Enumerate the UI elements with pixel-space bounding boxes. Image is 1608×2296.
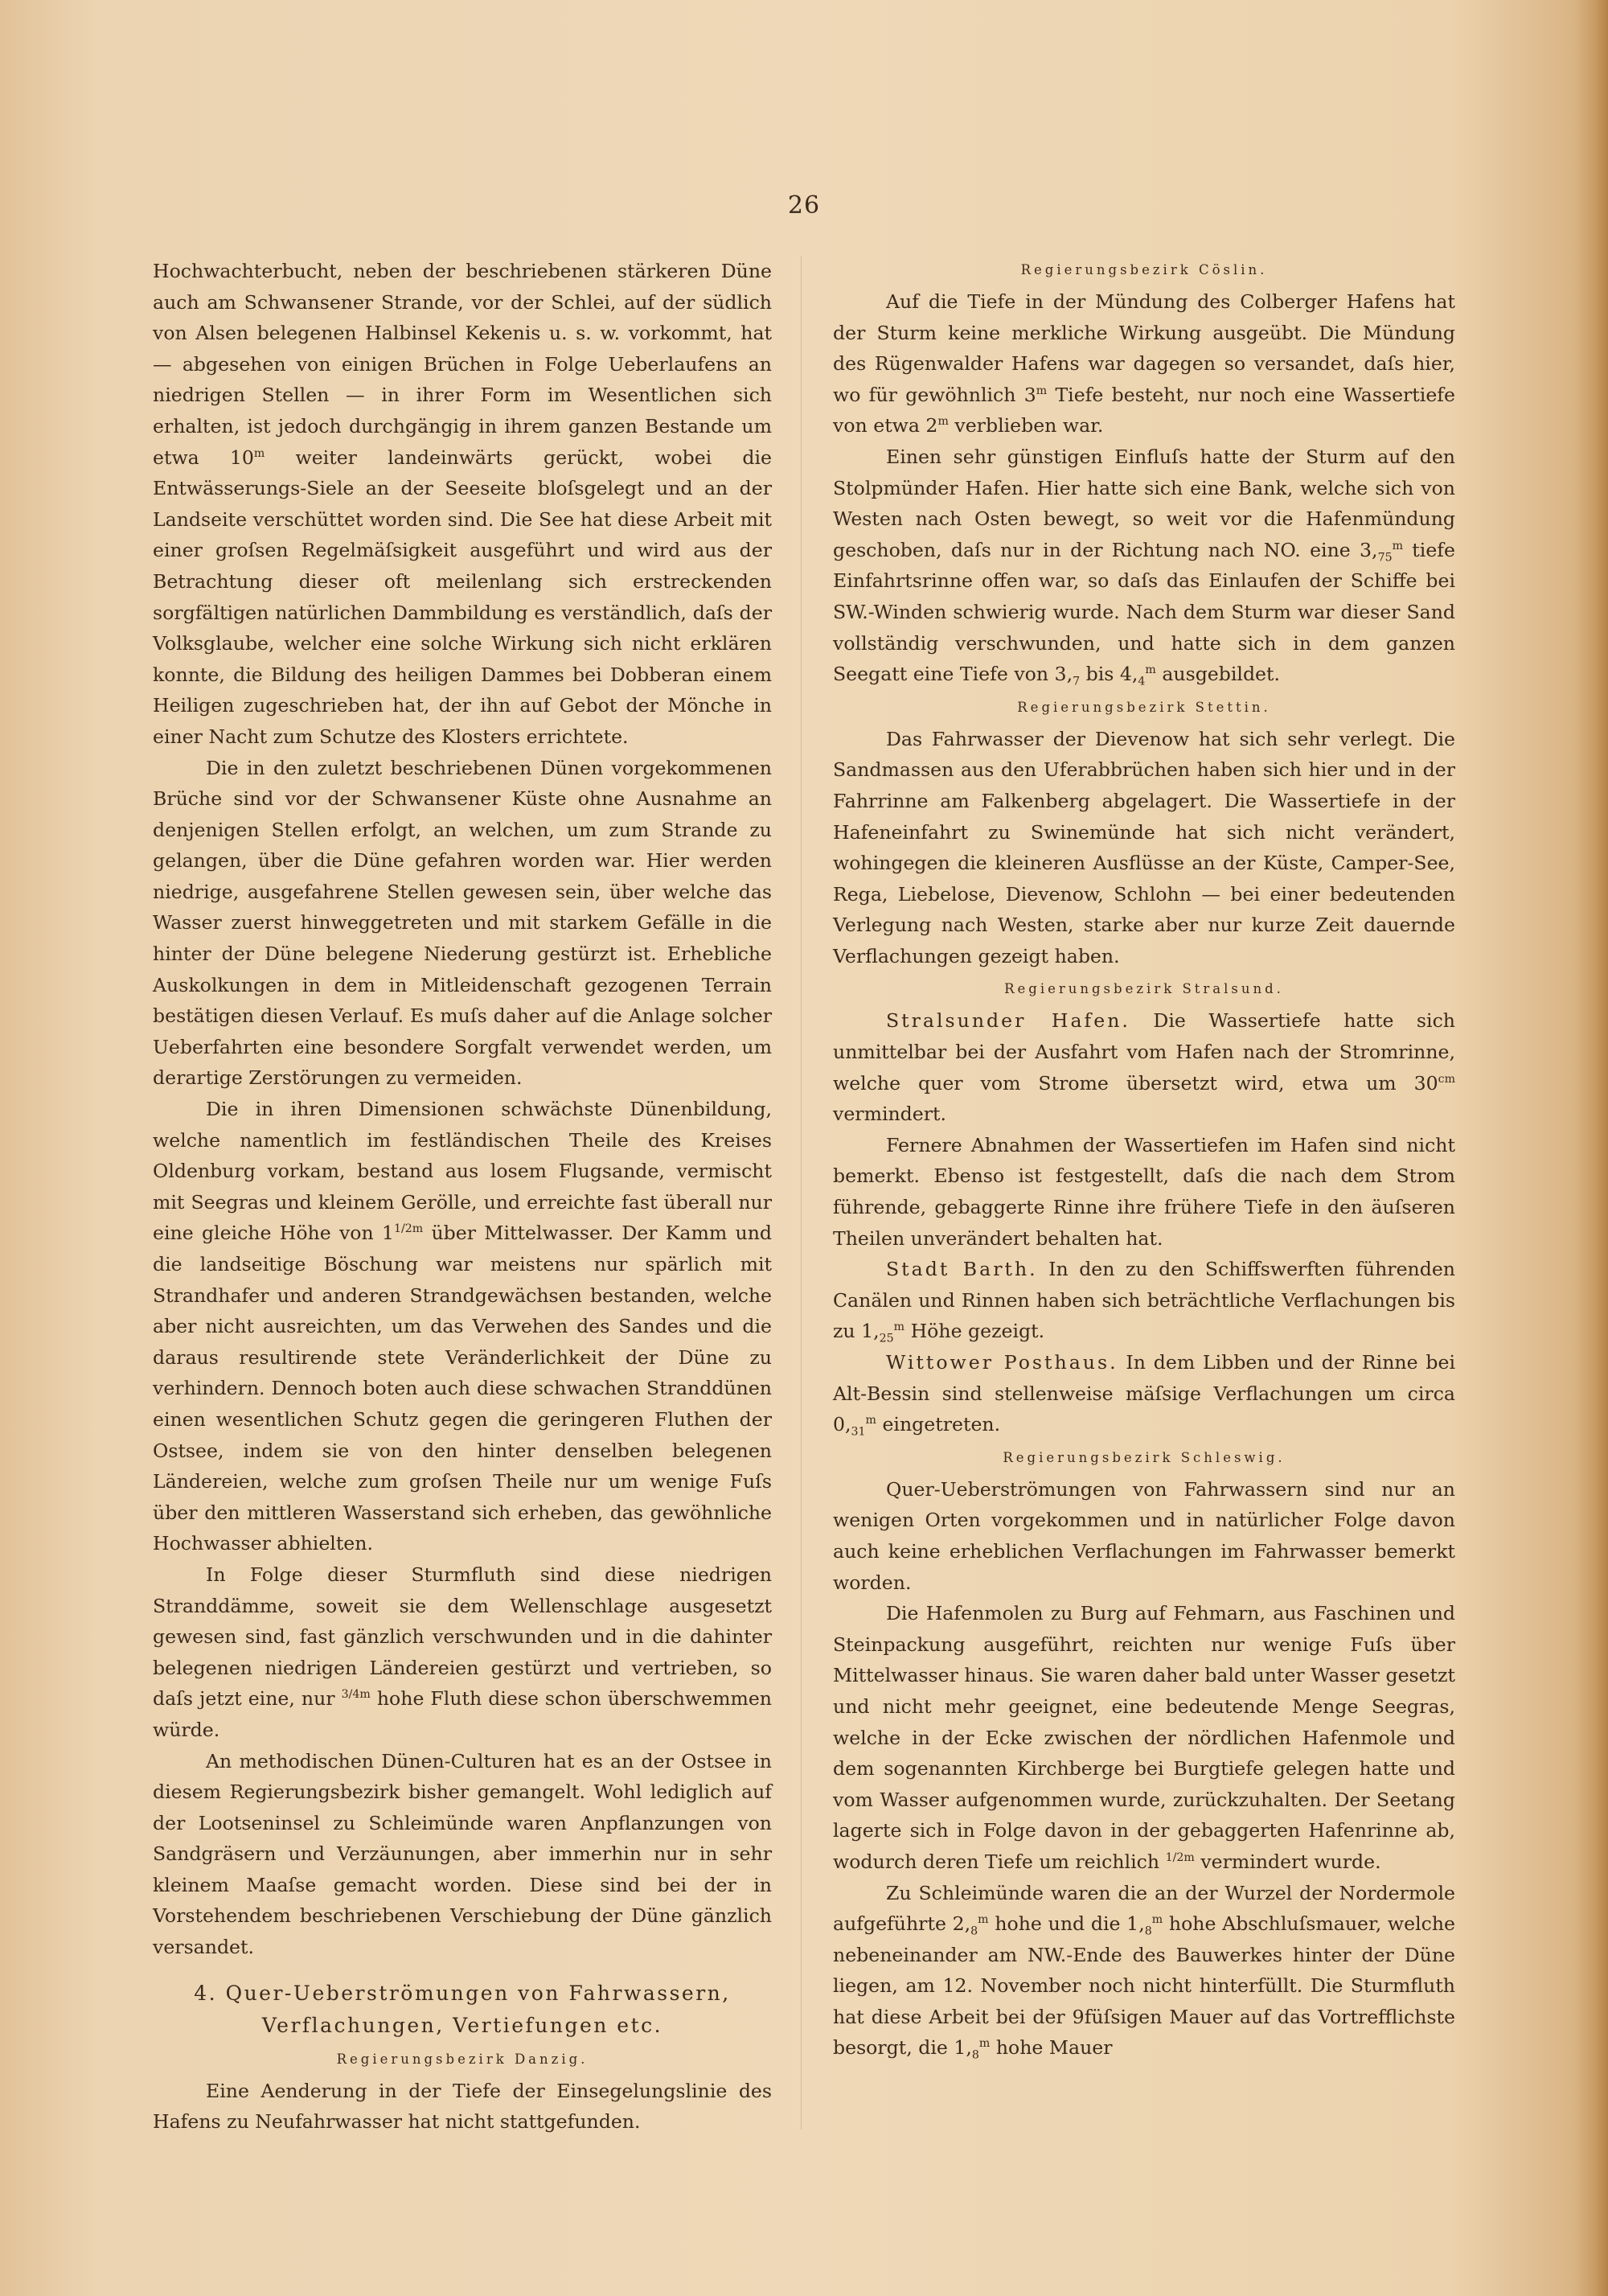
paragraph: Die Hafenmolen zu Burg auf Fehmarn, aus Faschinen und Steinpackung ausgeführt, reichten nur wenige Fuſs über Mittelwasser hinaus. Sie waren daher bald unter Wasser gesetzt und nicht mehr geeignet, eine bedeutende Menge Seegras, welche in der Ecke zwischen der nördlichen Hafenmole und dem sogenannten Kirchberge bei Burgtiefe gelegen hatte und vom Wasser aufgenommen wurde, zurückzuhalten. Der Seetang lagerte sich in Folge davon in der gebaggerten Hafenrinne ab, wodurch deren Tiefe um reichlich $^{1/2m}$ vermindert wurde. [833,1602,1455,1873]
paragraph: Die in ihren Dimensionen schwächste Dünenbildung, welche namentlich im festländischen Theile des Kreises Oldenburg vorkam, bestand aus losem Flugsande, vermischt mit Seegras und kleinem Gerölle, und erreichte fast überall nur eine gleiche Höhe von $1^{1/2m}$ über Mittelwasser. Der Kamm und die landseitige Böschung war meistens nur spärlich mit Strandhafer und anderen Strandgewächsen bestanden, welche aber nicht ausreichten, um das Verwehen des Sandes und die daraus resultirende stete Veränderlichkeit der Düne zu verhindern. Dennoch boten auch diese schwachen Stranddünen einen wesentlichen Schutz gegen die geringeren Fluthen der Ostsee, indem sie von den hinter denselben belegenen Ländereien, welche zum groſsen Theile nur um wenige Fuſs über den mittleren Wasserstand sich erheben, das gewöhnliche Hochwasser abhielten. [153,1098,772,1555]
column-divider [801,256,802,2130]
paragraph: Quer-Ueberströmungen von Fahrwassern sind nur an wenigen Orten vorgekommen und in natürlicher Folge davon auch keine erheblichen Verflachungen im Fahrwasser bemerkt worden. [833,1477,1455,1594]
paragraph: Einen sehr günstigen Einfluſs hatte der Sturm auf den Stolpmünder Hafen. Hier hatte sich eine Bank, welche sich von Westen nach Osten bewegt, so weit vor die Hafenmündung geschoben, daſs nur in der Richtung nach NO. eine $3,_{75}^m$ tiefe Einfahrtsrinne offen war, so daſs das Einlaufen der Schiffe bei SW.-Winden schwierig wurde. Nach dem Sturm war dieser Sand vollständig verschwunden, und hatte sich in dem ganzen Seegatt eine Tiefe von $3,_7$ bis $4,_4^m$ ausgebildet. [833,445,1455,688]
page-edge-shadow [1576,0,1608,2296]
paragraph: Das Fahrwasser der Dievenow hat sich sehr verlegt. Die Sandmassen aus den Uferabbrüchen haben sich hier und in der Fahrrinne am Falkenberg abgelagert. Die Wassertiefe in der Hafeneinfahrt zu Swinemünde hat sich nicht verändert, wohingegen die kleineren Ausflüsse an der Küste, Camper-See, Rega, Liebelose, Dievenow, Schlohn — bei einer bedeutenden Verlegung nach Westen, starke aber nur kurze Zeit dauernde Verflachungen gezeigt haben. [833,727,1455,967]
page-number: 26 [787,191,821,220]
section-heading: 4. Quer-Ueberströmungen von Fahrwassern, Verflachungen, Vertiefungen etc. [194,1981,731,2037]
right-column [833,256,1455,2064]
paragraph: Stralsunder Hafen. Die Wassertiefe hatte sich unmittelbar bei der Ausfahrt vom Hafen nach der Stromrinne, welche quer vom Strome übersetzt wird, etwa um $30^{cm}$ vermindert. [833,1009,1455,1126]
subheading-schleswig: Regierungsbezirk Schleswig. [1003,1449,1286,1465]
subheading-stralsund: Regierungsbezirk Stralsund. [1004,981,1284,997]
paragraph: Auf die Tiefe in der Mündung des Colberger Hafens hat der Sturm keine merkliche Wirkung ausgeübt. Die Mündung des Rügenwalder Hafens war dagegen so versandet, daſs hier, wo für gewöhnlich 3$^m$ Tiefe besteht, nur noch eine Wassertiefe von etwa 2$^m$ verblieben war. [833,290,1455,437]
paragraph: Fernere Abnahmen der Wassertiefen im Hafen sind nicht bemerkt. Ebenso ist festgestellt, daſs die nach dem Strom führende, gebaggerte Rinne ihre frühere Tiefe in den äuſseren Theilen unverändert behalten hat. [833,1133,1455,1250]
subheading-coeslin: Regierungsbezirk Cöslin. [1020,262,1268,277]
subheading-stettin: Regierungsbezirk Stettin. [1017,699,1271,715]
paragraph: Stadt Barth. In den zu den Schiffswerften führenden Canälen und Rinnen haben sich beträchtliche Verflachungen bis zu $1,_{25}^m$ Höhe gezeigt. [833,1258,1456,1346]
paragraph: Eine Aenderung in der Tiefe der Einsegelungslinie des Hafens zu Neufahrwasser hat nicht stattgefunden. [153,2079,772,2134]
left-column [153,256,772,2138]
paragraph: Wittower Posthaus. In dem Libben und der Rinne bei Alt-Bessin sind stellenweise mäſsige Verflachungen um circa $0,_{31}^m$ eingetreten. [833,1351,1455,1439]
paragraph: Zu Schleimünde waren die an der Wurzel der Nordermole aufgeführte $2,_8^m$ hohe und die $1,_8^m$ hohe Abschluſsmauer, welche nebeneinander am NW.-Ende des Bauwerkes hinter der Düne liegen, am 12. November noch nicht hinterfüllt. Die Sturmfluth hat diese Arbeit bei der 9füſsigen Mauer auf das Vortrefflichste besorgt, die $1,_8^m$ hohe Mauer [833,1881,1455,2063]
paragraph: An methodischen Dünen-Culturen hat es an der Ostsee in diesem Regierungsbezirk bisher gemangelt. Wohl lediglich auf der Lootseninsel zu Schleimünde waren Anpflanzungen von Sandgräsern und Verzäunungen, aber immerhin nur in sehr kleinem Maaſse gemacht worden. Diese sind bei der in Vorstehendem beschriebenen Verschiebung der Düne gänzlich versandet. [153,1749,772,1959]
paragraph: Die in den zuletzt beschriebenen Dünen vorgekommenen Brüche sind vor der Schwansener Küste ohne Ausnahme an denjenigen Stellen erfolgt, an welchen, um zum Strande zu gelangen, über die Düne gefahren worden war. Hier werden niedrige, ausgefahrene Stellen gewesen sein, über welche das Wasser zuerst hinweggetreten und mit starkem Gefälle in die hinter der Düne belegene Niederung gestürzt ist. Erhebliche Auskolkungen in dem in Mitleidenschaft gezogenen Terrain bestätigen diesen Verlauf. Es muſs daher auf die Anlage solcher Ueberfahrten eine besondere Sorgfalt verwendet werden, um derartige Zerstörungen zu vermeiden. [153,756,772,1090]
paragraph: Hochwachterbucht, neben der beschriebenen stärkeren Düne auch am Schwansener Strande, vor der Schlei, auf der südlich von Alsen belegenen Halbinsel Kekenis u. s. w. vorkommt, hat — abgesehen von einigen Brüchen in Folge Ueberlaufens an niedrigen Stellen — in ihrer Form im Wesentlichen sich erhalten, ist jedoch durchgängig in ihrem ganzen Bestande um etwa 10$^m$ weiter landeinwärts gerückt, wobei die Entwässerungs-Siele an der Seeseite bloſsgelegt und an der Landseite verschüttet worden sind. Die See hat diese Arbeit mit einer groſsen Regelmäſsigkeit ausgeführt und wird aus der Betrachtung dieser oft meilenlang sich erstreckenden sorgfältigen natürlichen Dammbildung es verständlich, daſs der Volksglaube, welcher eine solche Wirkung sich nicht erklären konnte, die Bildung des heiligen Dammes bei Dobberan einem Heiligen zugeschrieben hat, der ihn auf Gebot der Mönche in einer Nacht zum Schutze des Klosters errichtete. [153,260,773,748]
paragraph: In Folge dieser Sturmfluth sind diese niedrigen Stranddämme, soweit sie dem Wellenschlage ausgesetzt gewesen sind, fast gänzlich verschwunden und in die dahinter belegenen niedrigen Ländereien gestürzt und vertrieben, so daſs jetzt eine, nur $^{3/4m}$ hohe Fluth diese schon überschwemmen würde. [153,1563,772,1741]
subheading-danzig: Regierungsbezirk Danzig. [336,2051,589,2067]
